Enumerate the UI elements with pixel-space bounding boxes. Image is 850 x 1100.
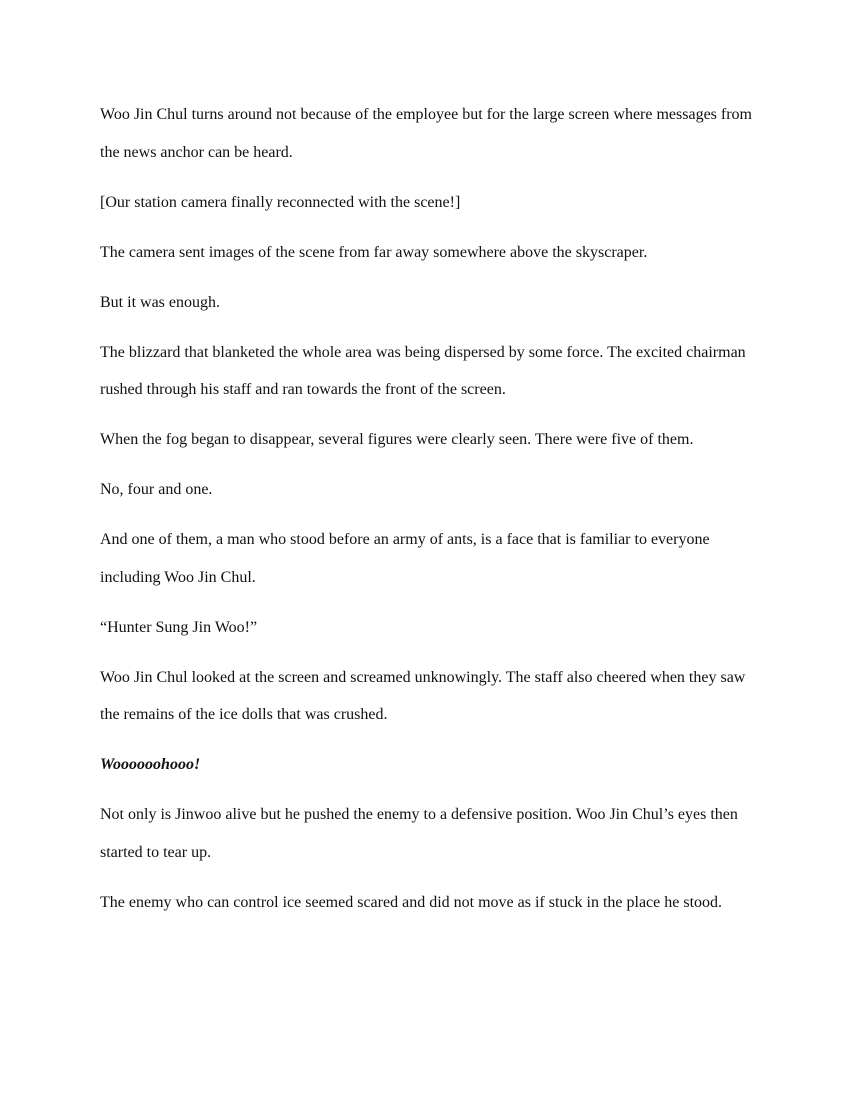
paragraph: The enemy who can control ice seemed scared and did not move as if stuck in the place he stood. — [100, 893, 723, 911]
paragraph: The blizzard that blanketed the whole area was being dispersed by some force. The excited chairman rushed through his staff and ran towards the front of the screen. — [100, 343, 746, 398]
paragraph: When the fog began to disappear, several figures were clearly seen. There were five of them. — [100, 431, 694, 448]
document-body — [100, 96, 760, 934]
paragraph: Woo Jin Chul turns around not because of the employee but for the large screen where messages from the news anchor can be heard. — [100, 106, 752, 161]
paragraph: [Our station camera finally reconnected with the scene!] — [100, 193, 461, 211]
dialogue-paragraph: “Hunter Sung Jin Woo!” — [100, 618, 258, 636]
paragraph: Not only is Jinwoo alive but he pushed the enemy to a defensive position. Woo Jin Chul’s eyes then started to tear up. — [100, 806, 738, 861]
sound-effect-paragraph: Woooooohooo! — [100, 756, 201, 773]
paragraph: No, four and one. — [100, 481, 213, 498]
paragraph: The camera sent images of the scene from far away somewhere above the skyscraper. — [100, 243, 648, 261]
paragraph: And one of them, a man who stood before an army of ants, is a face that is familiar to everyone including Woo Jin Chul. — [100, 531, 710, 586]
paragraph: But it was enough. — [100, 293, 220, 311]
paragraph: Woo Jin Chul looked at the screen and screamed unknowingly. The staff also cheered when they saw the remains of the ice dolls that was crushed. — [100, 668, 746, 723]
